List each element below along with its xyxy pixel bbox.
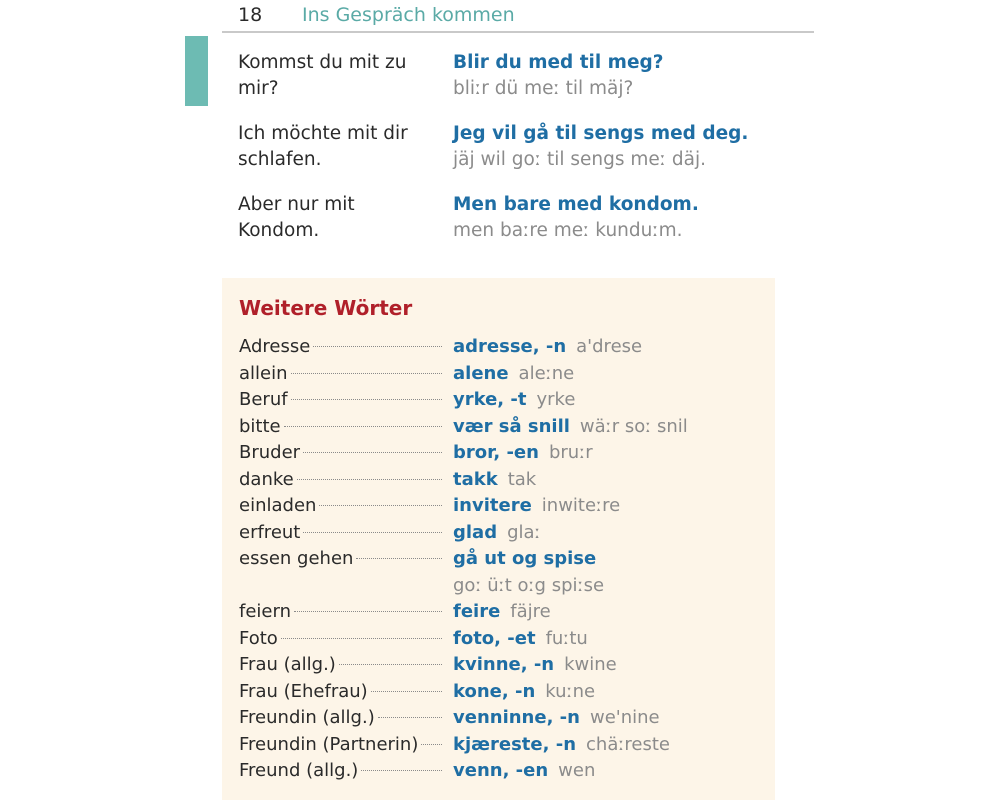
dot-leader <box>303 451 442 453</box>
vocab-entry <box>239 440 769 467</box>
dot-leader <box>371 690 442 692</box>
vocab-german: Adresse <box>239 336 311 357</box>
vocab-norwegian: invitere <box>453 495 532 516</box>
vocab-german: bitte <box>239 415 281 437</box>
chapter-tab-marker <box>185 36 208 106</box>
vocab-pronunciation: kwine <box>564 654 617 675</box>
dot-leader <box>291 398 442 400</box>
vocab-norwegian: gå ut og spise <box>453 548 597 569</box>
vocab-pronunciation: tak <box>507 468 537 490</box>
vocab-german: essen gehen <box>239 548 354 569</box>
vocab-german: feiern <box>239 601 291 622</box>
page-number: 18 <box>238 4 263 26</box>
vocab-german: danke <box>239 468 294 490</box>
dot-leader <box>284 425 442 427</box>
dot-leader <box>319 504 442 506</box>
vocab-entry <box>239 732 769 759</box>
vocab-list <box>239 334 769 785</box>
phrase-norwegian: Jeg vil gå til sengs med deg. <box>453 123 749 144</box>
vocab-norwegian: bror, -en <box>453 442 539 463</box>
vocab-norwegian: venn, -en <box>453 760 549 781</box>
vocab-german: Beruf <box>239 389 288 410</box>
dot-leader <box>291 372 442 374</box>
vocab-pronunciation: yrke <box>536 389 576 410</box>
vocab-german: einladen <box>239 495 317 516</box>
vocab-entry <box>239 467 769 494</box>
vocab-entry <box>239 414 769 441</box>
phrase-pronunciation: jäj wil goː til sengs meː däj. <box>453 149 707 170</box>
vocab-norwegian: takk <box>453 468 498 490</box>
dot-leader <box>303 531 442 533</box>
vocab-title: Weitere Wörter <box>239 296 413 320</box>
vocab-pronunciation: aleːne <box>518 362 575 384</box>
vocab-pronunciation: kuːne <box>545 680 596 702</box>
phrase-german: Ich möchte mit dir schlafen. <box>238 123 408 170</box>
vocab-norwegian: kvinne, -n <box>453 654 555 675</box>
dot-leader <box>339 663 442 665</box>
vocab-pronunciation: wäːr soː snil <box>579 415 688 437</box>
vocab-norwegian: foto, -et <box>453 627 536 649</box>
phrase-norwegian: Blir du med til meg? <box>453 52 664 73</box>
vocab-entry <box>239 546 769 599</box>
vocab-entry <box>239 361 769 388</box>
page-header <box>222 0 814 33</box>
vocab-pronunciation: bruːr <box>548 442 593 463</box>
vocab-norwegian: venninne, -n <box>453 707 580 728</box>
vocab-entry <box>239 334 769 361</box>
vocab-norwegian: glad <box>453 521 498 543</box>
vocab-norwegian: kjæreste, -n <box>453 733 577 755</box>
vocab-german: erfreut <box>239 521 301 543</box>
vocab-norwegian: yrke, -t <box>453 389 527 410</box>
vocab-german: Foto <box>239 627 278 649</box>
dot-leader <box>421 743 442 745</box>
vocab-norwegian: alene <box>453 362 509 384</box>
vocab-pronunciation: chäːreste <box>586 733 671 755</box>
vocab-pronunciation: wen <box>558 760 596 781</box>
vocab-german: Bruder <box>239 442 301 463</box>
vocab-german: allein <box>239 362 288 384</box>
vocab-pronunciation: fuːtu <box>545 627 588 649</box>
vocab-german: Freundin (allg.) <box>239 707 375 728</box>
phrase-german: Kommst du mit zu mir? <box>238 52 407 99</box>
vocab-norwegian: vær så snill <box>453 415 570 437</box>
vocab-entry <box>239 626 769 653</box>
chapter-title: Ins Gespräch kommen <box>302 4 515 26</box>
vocab-entry <box>239 493 769 520</box>
vocab-german: Frau (allg.) <box>239 654 336 675</box>
vocab-entry <box>239 599 769 626</box>
vocab-norwegian: kone, -n <box>453 680 536 702</box>
vocab-pronunciation: a'drese <box>576 336 643 357</box>
dot-leader <box>294 610 442 612</box>
phrase-pronunciation: bliːr dü meː til mäj? <box>453 78 634 99</box>
vocab-entry <box>239 679 769 706</box>
vocab-entry <box>239 652 769 679</box>
vocab-box <box>222 278 775 800</box>
vocab-german: Frau (Ehefrau) <box>239 680 368 702</box>
vocab-entry <box>239 520 769 547</box>
vocab-norwegian: adresse, -n <box>453 336 567 357</box>
dot-leader <box>356 557 442 559</box>
dot-leader <box>297 478 442 480</box>
vocab-pronunciation: glaː <box>507 521 541 543</box>
vocab-german: Freund (allg.) <box>239 760 359 781</box>
vocab-german: Freundin (Partnerin) <box>239 733 419 755</box>
vocab-entry <box>239 705 769 732</box>
vocab-norwegian: feire <box>453 601 501 622</box>
vocab-entry <box>239 387 769 414</box>
vocab-pronunciation: fäjre <box>510 601 551 622</box>
vocab-pronunciation: goː üːt oːg spiːse <box>453 574 605 596</box>
vocab-pronunciation: we'nine <box>589 707 660 728</box>
vocab-pronunciation: inwiteːre <box>541 495 621 516</box>
vocab-entry <box>239 758 769 785</box>
phrase-norwegian: Men bare med kondom. <box>453 194 699 215</box>
dot-leader <box>281 637 442 639</box>
phrase-pronunciation: men baːre meː kunduːm. <box>453 220 683 241</box>
phrase-german: Aber nur mit Kondom. <box>238 194 355 241</box>
dot-leader <box>361 769 442 771</box>
dot-leader <box>313 345 442 347</box>
dot-leader <box>378 716 442 718</box>
